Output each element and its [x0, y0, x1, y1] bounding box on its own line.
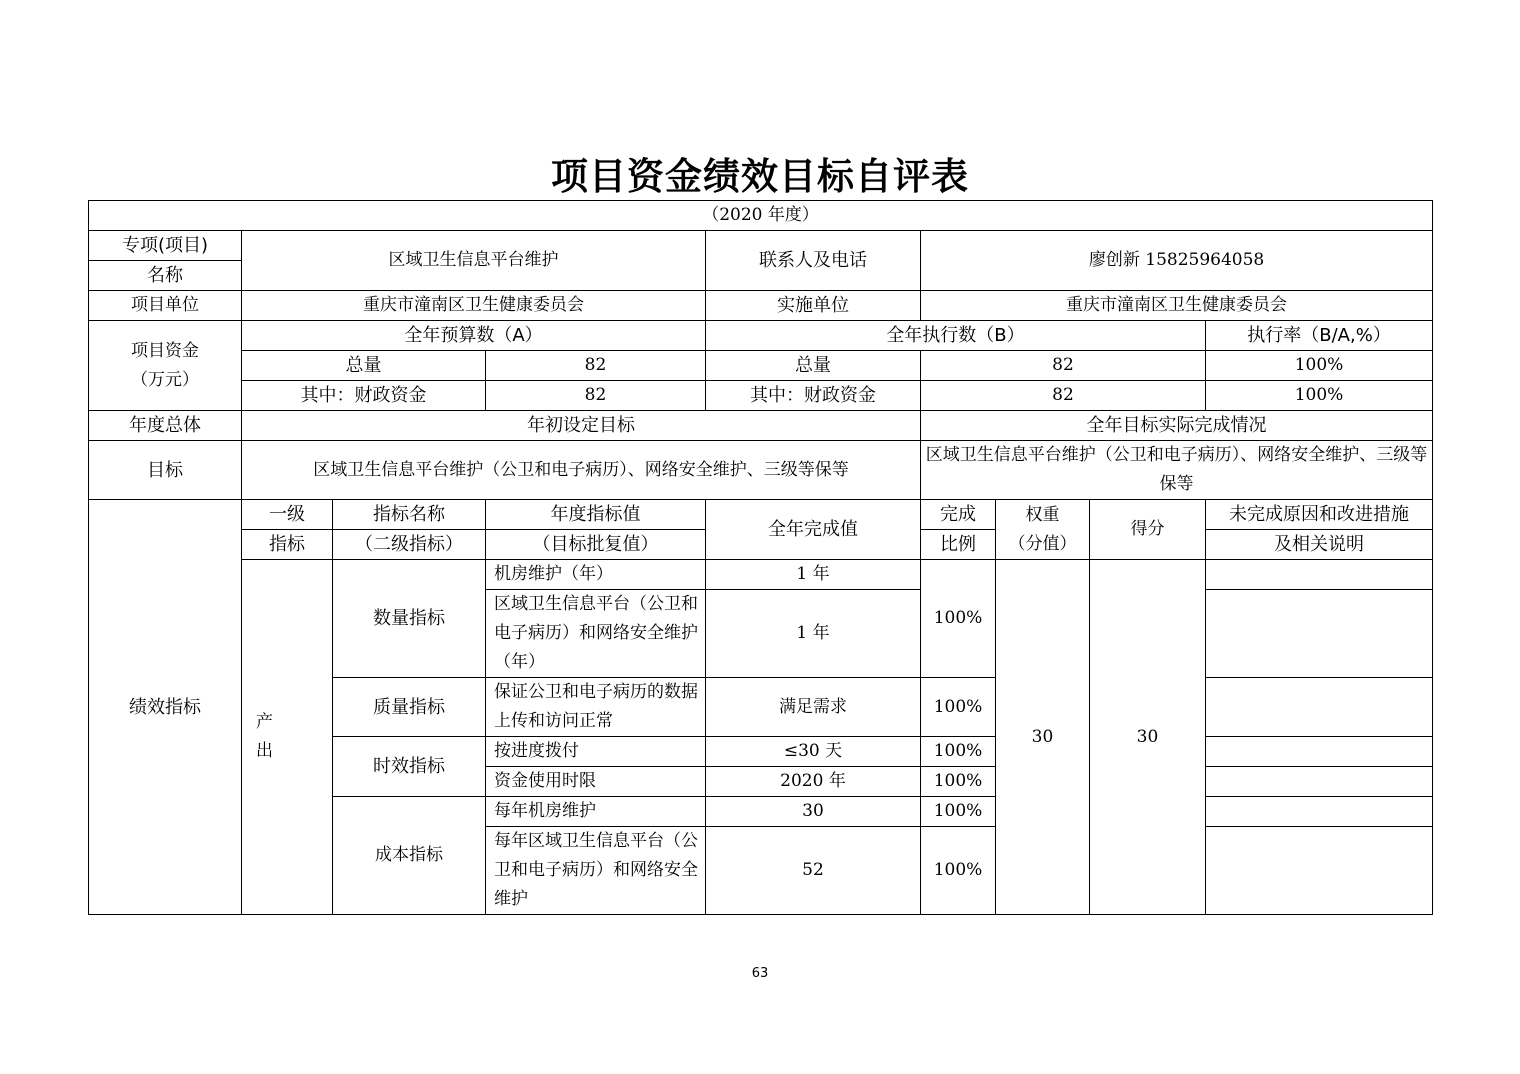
col-target-b: （目标批复值）: [486, 530, 706, 560]
contact-label: 联系人及电话: [706, 231, 921, 291]
indicator-actual: 30: [706, 797, 921, 827]
col-reason-b: 及相关说明: [1206, 530, 1433, 560]
indicator-ratio: 100%: [921, 737, 996, 767]
indicator-name: 每年机房维护: [486, 797, 706, 827]
quantity-ratio: 100%: [921, 560, 996, 678]
output-label: 产出: [242, 560, 333, 915]
reason-cell: [1206, 678, 1433, 737]
performance-table: [88, 200, 1433, 915]
col-level1-b: 指标: [242, 530, 333, 560]
reason-cell: [1206, 797, 1433, 827]
overall-label-2: 目标: [89, 441, 242, 500]
total-budget: 82: [486, 351, 706, 381]
indicator-actual: 满足需求: [706, 678, 921, 737]
funds-label: [89, 321, 242, 411]
budget-header: 全年预算数（A）: [242, 321, 706, 351]
indicator-name: 资金使用时限: [486, 767, 706, 797]
col-score: 得分: [1090, 500, 1206, 560]
indicator-name: 每年区域卫生信息平台（公卫和电子病历）和网络安全维护: [486, 827, 706, 915]
indicator-ratio: 100%: [921, 767, 996, 797]
initial-target: 区域卫生信息平台维护（公卫和电子病历）、网络安全维护、三级等保等: [242, 441, 921, 500]
initial-target-header: 年初设定目标: [242, 411, 921, 441]
indicator-actual: 52: [706, 827, 921, 915]
exec-header: 全年执行数（B）: [706, 321, 1206, 351]
indicator-name: 按进度拨付: [486, 737, 706, 767]
col-ratio-b: 比例: [921, 530, 996, 560]
overall-label-1: 年度总体: [89, 411, 242, 441]
impl-value: 重庆市潼南区卫生健康委员会: [921, 291, 1433, 321]
col-weight: [996, 500, 1090, 560]
project-name: 区域卫生信息平台维护: [242, 231, 706, 291]
page-number: 63: [751, 966, 769, 981]
indicator-actual: 1 年: [706, 560, 921, 590]
weight-value: 30: [996, 560, 1090, 915]
perf-label: 绩效指标: [89, 500, 242, 915]
col-actual: 全年完成值: [706, 500, 921, 560]
reason-cell: [1206, 560, 1433, 590]
col-level1-a: 一级: [242, 500, 333, 530]
reason-cell: [1206, 737, 1433, 767]
funds-label-2: （万元）: [131, 369, 199, 390]
group-cost: 成本指标: [333, 797, 486, 915]
total-rate: 100%: [1206, 351, 1433, 381]
total-exec-label: 总量: [706, 351, 921, 381]
actual-result: 区域卫生信息平台维护（公卫和电子病历）、网络安全维护、三级等保等: [921, 441, 1433, 500]
indicator-name: 区域卫生信息平台（公卫和电子病历）和网络安全维护（年）: [486, 590, 706, 678]
fiscal-exec-label: 其中：财政资金: [706, 381, 921, 411]
group-quantity: 数量指标: [333, 560, 486, 678]
reason-cell: [1206, 767, 1433, 797]
fiscal-label: 其中：财政资金: [242, 381, 486, 411]
indicator-actual: ≤30 天: [706, 737, 921, 767]
col-reason-a: 未完成原因和改进措施: [1206, 500, 1433, 530]
col-ratio-a: 完成: [921, 500, 996, 530]
reason-cell: [1206, 827, 1433, 915]
indicator-actual: 2020 年: [706, 767, 921, 797]
total-exec: 82: [921, 351, 1206, 381]
impl-label: 实施单位: [706, 291, 921, 321]
actual-header: 全年目标实际完成情况: [921, 411, 1433, 441]
fiscal-exec: 82: [921, 381, 1206, 411]
col-target-a: 年度指标值: [486, 500, 706, 530]
funds-label-1: 项目资金: [131, 340, 199, 361]
col-weight-b: （分值）: [1008, 533, 1077, 554]
total-label: 总量: [242, 351, 486, 381]
year-label: （2020 年度）: [89, 201, 1433, 231]
col-weight-a: 权重: [1025, 504, 1060, 525]
indicator-ratio: 100%: [921, 827, 996, 915]
reason-cell: [1206, 590, 1433, 678]
score-value: 30: [1090, 560, 1206, 915]
indicator-ratio: 100%: [921, 678, 996, 737]
fiscal-rate: 100%: [1206, 381, 1433, 411]
unit-value: 重庆市潼南区卫生健康委员会: [242, 291, 706, 321]
rate-header: 执行率（B/A,%）: [1206, 321, 1433, 351]
project-label-2: 名称: [89, 261, 242, 291]
col-name-b: （二级指标）: [333, 530, 486, 560]
unit-label: 项目单位: [89, 291, 242, 321]
group-time: 时效指标: [333, 737, 486, 797]
fiscal-budget: 82: [486, 381, 706, 411]
col-name-a: 指标名称: [333, 500, 486, 530]
indicator-actual: 1 年: [706, 590, 921, 678]
indicator-name: 保证公卫和电子病历的数据上传和访问正常: [486, 678, 706, 737]
indicator-name: 机房维护（年）: [486, 560, 706, 590]
indicator-ratio: 100%: [921, 797, 996, 827]
group-quality: 质量指标: [333, 678, 486, 737]
project-label-1: 专项(项目): [89, 231, 242, 261]
contact-value: 廖创新 15825964058: [921, 231, 1433, 291]
page-title: 项目资金绩效目标自评表: [551, 155, 969, 198]
